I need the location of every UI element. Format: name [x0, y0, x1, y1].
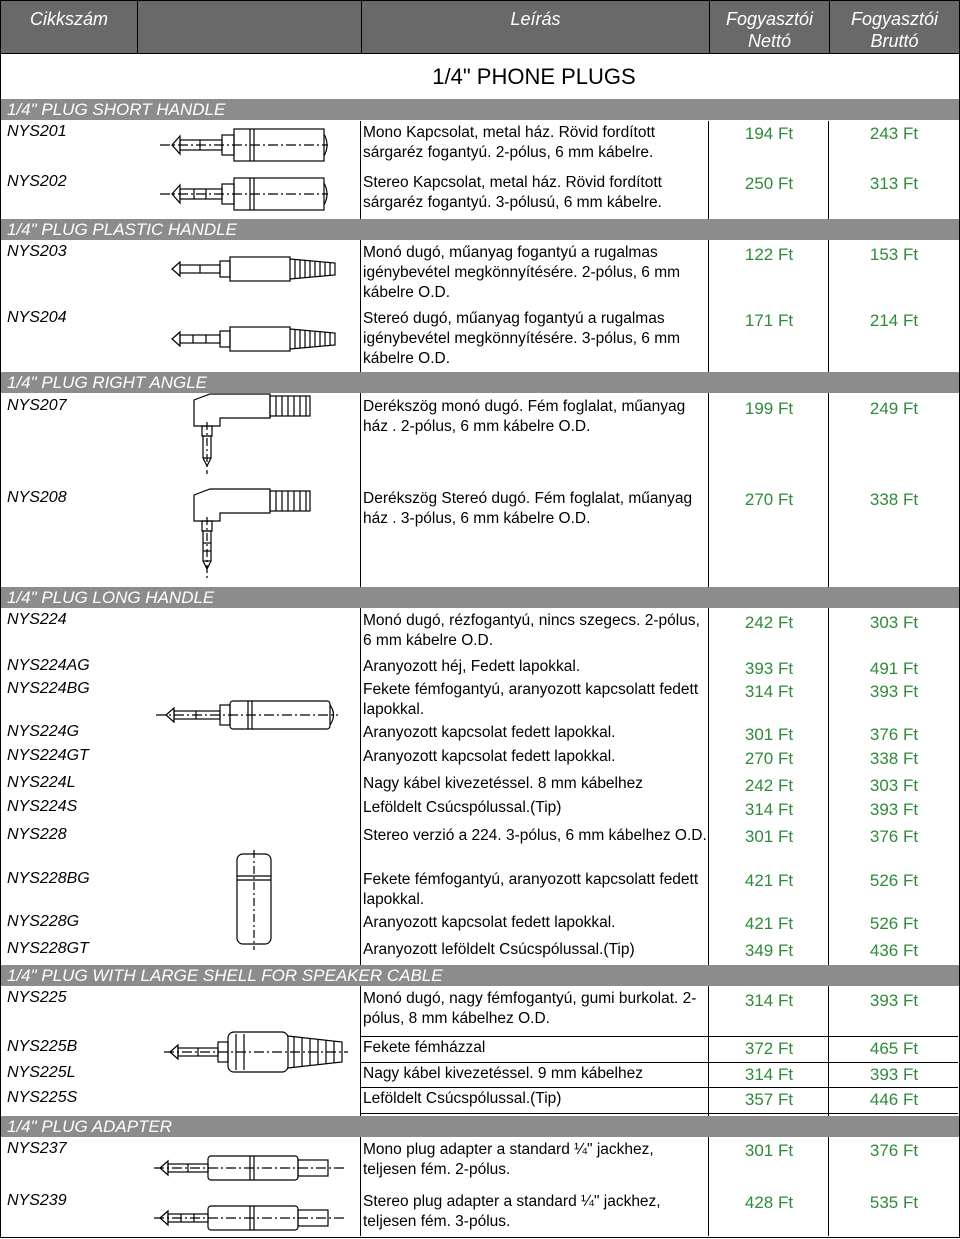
price-gross: 393 Ft: [869, 991, 919, 1010]
product-code: NYS207: [7, 397, 67, 414]
price-gross: 376 Ft: [869, 725, 919, 744]
header-code-label: Cikkszám: [29, 9, 108, 29]
price-net: 421 Ft: [744, 871, 794, 890]
header-gross: [830, 1, 959, 53]
table-header: [0, 0, 960, 54]
price-net: 194 Ft: [744, 124, 794, 143]
product-description: Aranyozott leföldelt Csúcspólussal.(Tip): [363, 941, 635, 958]
section-label: 1/4" PLUG PLASTIC HANDLE: [7, 220, 237, 239]
plastic-stereo-plug-drawing: [160, 322, 340, 356]
mono-adapter-drawing: [150, 1150, 350, 1186]
product-description: Monó dugó, nagy fémfogantyú, gumi burkolat. 2-pólus, 8 mm kábelhez O.D.: [363, 990, 697, 1027]
product-code: NYS239: [7, 1192, 67, 1209]
product-description: Mono plug adapter a standard ¼" jackhez, teljesen fém. 2-pólus.: [363, 1141, 654, 1178]
header-gross-label-1: Fogyasztói: [850, 9, 939, 29]
short-stereo-plug-drawing: [150, 173, 330, 215]
price-net: 301 Ft: [744, 1141, 794, 1160]
section-label: 1/4" PLUG WITH LARGE SHELL FOR SPEAKER CABLE: [7, 966, 443, 985]
product-description: Derékszög Stereó dugó. Fém foglalat, műanyag ház . 3-pólus, 6 mm kábelre O.D.: [363, 490, 693, 527]
long-mono-plug-drawing: [150, 697, 340, 733]
product-description: Leföldelt Csúcspólussal.(Tip): [363, 1090, 562, 1107]
price-net: 301 Ft: [744, 827, 794, 846]
page-title: 1/4" PHONE PLUGS: [432, 64, 636, 89]
section-large-shell: [1, 965, 959, 986]
col-divider-desc: [360, 121, 361, 1236]
price-net: 357 Ft: [744, 1090, 794, 1109]
product-code: NYS224: [7, 611, 67, 628]
price-net: 314 Ft: [744, 991, 794, 1010]
price-gross: 446 Ft: [869, 1090, 919, 1109]
product-description: Stereo verzió a 224. 3-pólus, 6 mm kábelhez O.D.: [363, 827, 707, 844]
price-gross: 249 Ft: [869, 399, 919, 418]
product-description: Monó dugó, rézfogantyú, nincs szegecs. 2-pólus, 6 mm kábelre O.D.: [363, 612, 700, 649]
price-gross: 393 Ft: [869, 800, 919, 819]
product-code: NYS228: [7, 826, 67, 843]
product-code: NYS225B: [7, 1038, 78, 1055]
price-gross: 393 Ft: [869, 1065, 919, 1084]
price-net: 301 Ft: [744, 725, 794, 744]
header-gross-label-2: Bruttó: [870, 31, 919, 51]
product-code: NYS224G: [7, 723, 80, 740]
price-net: 171 Ft: [744, 311, 794, 330]
product-code: NYS225L: [7, 1064, 76, 1081]
price-gross: 436 Ft: [869, 941, 919, 960]
product-code: NYS237: [7, 1140, 67, 1157]
product-description: Nagy kábel kivezetéssel. 8 mm kábelhez: [363, 775, 643, 792]
right-angle-stereo-plug-drawing: [180, 485, 330, 585]
price-gross: 491 Ft: [869, 659, 919, 678]
price-gross: 535 Ft: [869, 1193, 919, 1212]
product-code: NYS224S: [7, 798, 78, 815]
price-net: 270 Ft: [744, 490, 794, 509]
product-description: Aranyozott kapcsolat fedett lapokkal.: [363, 724, 616, 741]
product-description: Stereo Kapcsolat, metal ház. Rövid fordított sárgaréz fogantyú. 3-pólusú, 6 mm kábelre.: [363, 174, 662, 211]
section-adapter: [1, 1116, 959, 1137]
short-mono-plug-drawing: [150, 124, 330, 166]
product-code: NYS201: [7, 123, 67, 140]
product-code: NYS228G: [7, 913, 80, 930]
section-right-angle: [1, 372, 959, 393]
section-long-handle: [1, 587, 959, 608]
product-code: NYS202: [7, 173, 67, 190]
product-code: NYS224GT: [7, 747, 89, 764]
price-net: 421 Ft: [744, 914, 794, 933]
price-gross: 393 Ft: [869, 682, 919, 701]
product-code: NYS224BG: [7, 680, 90, 697]
product-code: NYS224AG: [7, 657, 90, 674]
price-gross: 313 Ft: [869, 174, 919, 193]
product-description: Stereó dugó, műanyag fogantyú a rugalmas igénybevétel megkönnyítésére. 3-pólus, 6 mm kábelre O.D.: [363, 310, 681, 367]
row-divider: [360, 1113, 958, 1114]
price-net: 393 Ft: [744, 659, 794, 678]
product-description: Fekete fémházzal: [363, 1039, 486, 1056]
price-net: 349 Ft: [744, 941, 794, 960]
row-divider: [360, 1062, 958, 1063]
header-picture-col: [138, 1, 362, 53]
product-code: NYS203: [7, 243, 67, 260]
price-net: 250 Ft: [744, 174, 794, 193]
price-gross: 303 Ft: [869, 776, 919, 795]
price-gross: 303 Ft: [869, 613, 919, 632]
section-label: 1/4" PLUG ADAPTER: [7, 1117, 173, 1136]
header-net-label-1: Fogyasztói: [725, 9, 814, 29]
price-net: 428 Ft: [744, 1193, 794, 1212]
price-gross: 243 Ft: [869, 124, 919, 143]
product-code: NYS208: [7, 489, 67, 506]
product-description: Monó dugó, műanyag fogantyú a rugalmas igénybevétel megkönnyítésére. 2-pólus, 6 mm kábelre O.D.: [363, 244, 681, 301]
header-desc: [362, 1, 710, 53]
price-gross: 338 Ft: [869, 749, 919, 768]
price-net: 199 Ft: [744, 399, 794, 418]
price-gross: 338 Ft: [869, 490, 919, 509]
product-description: Stereo plug adapter a standard ¼" jackhez, teljesen fém. 3-pólus.: [363, 1193, 661, 1230]
section-label: 1/4" PLUG SHORT HANDLE: [7, 100, 226, 119]
product-code: NYS204: [7, 309, 67, 326]
price-gross: 214 Ft: [869, 311, 919, 330]
price-net: 314 Ft: [744, 800, 794, 819]
row-divider: [360, 1036, 958, 1037]
section-plastic-handle: [1, 219, 959, 240]
price-gross: 376 Ft: [869, 827, 919, 846]
header-code: [1, 1, 138, 53]
product-description: Nagy kábel kivezetéssel. 9 mm kábelhez: [363, 1065, 643, 1082]
price-net: 242 Ft: [744, 776, 794, 795]
plastic-mono-plug-drawing: [160, 252, 340, 286]
product-code: NYS228GT: [7, 940, 89, 957]
section-short-handle: [1, 99, 959, 120]
price-gross: 465 Ft: [869, 1039, 919, 1058]
product-description: Fekete fémfogantyú, aranyozott kapcsolatt fedett lapokkal.: [363, 681, 699, 718]
product-description: Fekete fémfogantyú, aranyozott kapcsolatt fedett lapokkal.: [363, 871, 699, 908]
price-gross: 526 Ft: [869, 914, 919, 933]
price-net: 372 Ft: [744, 1039, 794, 1058]
product-description: Mono Kapcsolat, metal ház. Rövid fordított sárgaréz fogantyú. 2-pólus, 6 mm kábelre.: [363, 124, 656, 161]
price-gross: 153 Ft: [869, 245, 919, 264]
header-net-label-2: Nettó: [747, 31, 792, 51]
price-net: 314 Ft: [744, 682, 794, 701]
section-label: 1/4" PLUG LONG HANDLE: [7, 588, 215, 607]
product-description: Derékszög monó dugó. Fém foglalat, műanyag ház . 2-pólus, 6 mm kábelre O.D.: [363, 398, 686, 435]
large-shell-plug-drawing: [160, 1026, 350, 1078]
product-code: NYS225S: [7, 1089, 78, 1106]
long-stereo-plug-drawing: [215, 850, 295, 950]
price-gross: 376 Ft: [869, 1141, 919, 1160]
product-description: Aranyozott héj, Fedett lapokkal.: [363, 658, 581, 675]
price-net: 270 Ft: [744, 749, 794, 768]
header-net: [710, 1, 830, 53]
product-code: NYS224L: [7, 774, 76, 791]
price-net: 242 Ft: [744, 613, 794, 632]
right-angle-mono-plug-drawing: [180, 390, 330, 480]
section-label: 1/4" PLUG RIGHT ANGLE: [7, 373, 208, 392]
row-divider: [360, 1087, 958, 1088]
price-gross: 526 Ft: [869, 871, 919, 890]
product-code: NYS225: [7, 989, 67, 1006]
product-description: Aranyozott kapcsolat fedett lapokkal.: [363, 914, 616, 931]
stereo-adapter-drawing: [150, 1200, 350, 1236]
header-desc-label: Leírás: [510, 9, 561, 29]
price-net: 314 Ft: [744, 1065, 794, 1084]
product-description: Leföldelt Csúcspólussal.(Tip): [363, 799, 562, 816]
product-description: Aranyozott kapcsolat fedett lapokkal.: [363, 748, 616, 765]
product-code: NYS228BG: [7, 870, 90, 887]
price-net: 122 Ft: [744, 245, 794, 264]
